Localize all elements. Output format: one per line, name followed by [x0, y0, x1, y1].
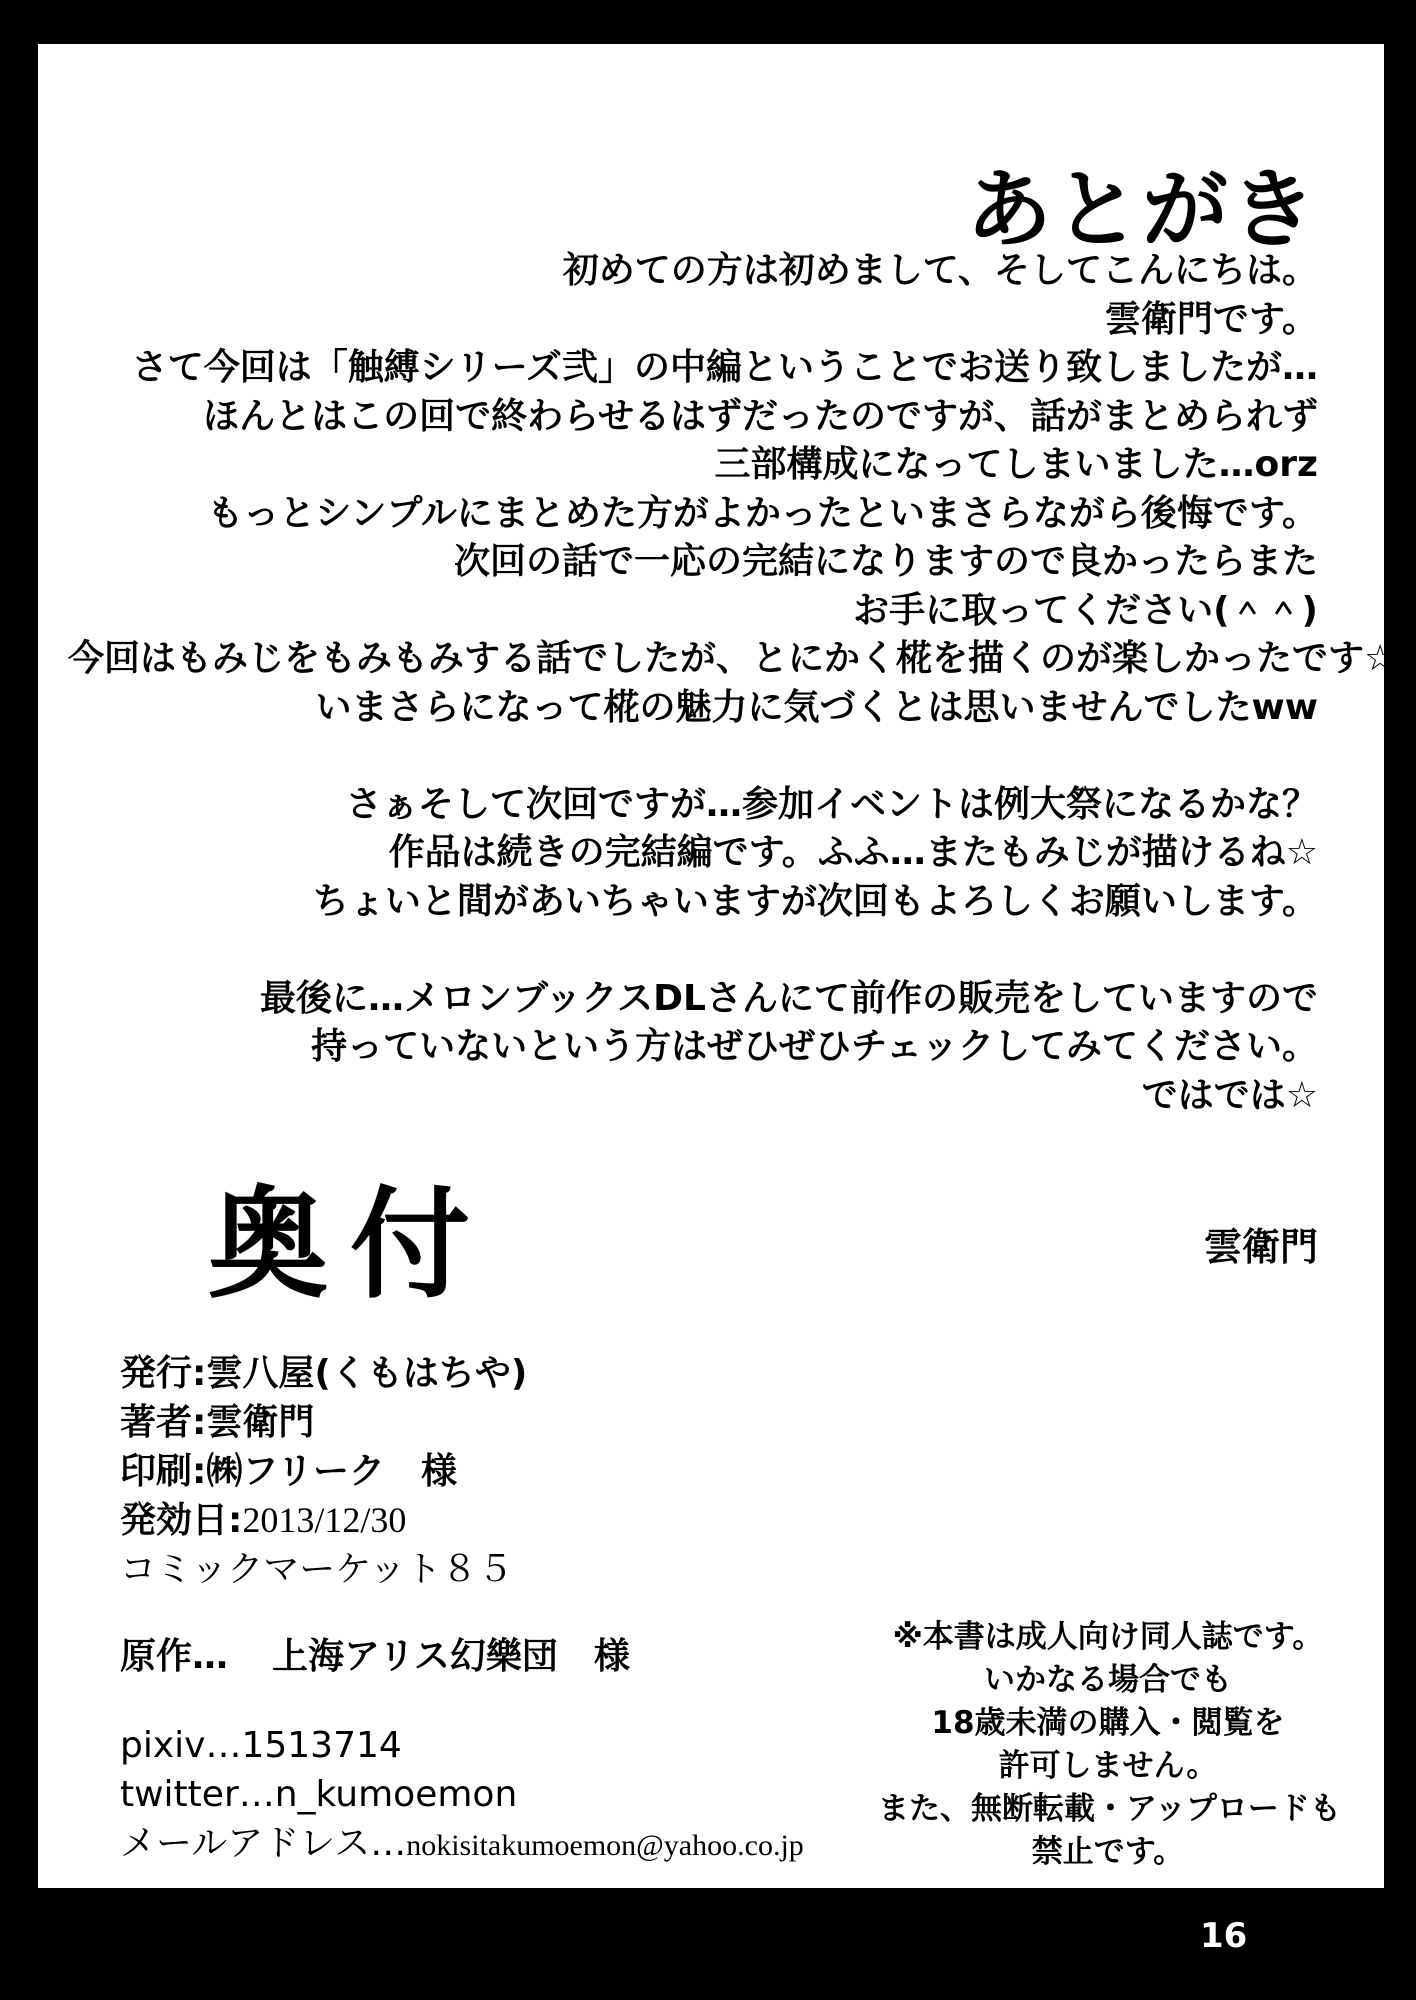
page-number: 16: [1200, 1916, 1248, 1956]
afterword-body: [68, 247, 1397, 1120]
afterword-title: あとがき: [966, 160, 1318, 260]
afterword-line: 雲衛門です。: [1104, 298, 1318, 340]
printer-row: [120, 1447, 804, 1496]
afterword-signature: 雲衛門: [1203, 1225, 1318, 1269]
date-label: 発効日:: [120, 1500, 243, 1541]
afterword-line: 作品は続きの完結編です。ふふ…またもみじが描けるね☆: [388, 832, 1318, 873]
afterword-spacer: [68, 926, 1318, 975]
afterword-line: さぁそして次回ですが…参加イベントは例大祭になるかな？: [345, 783, 1318, 825]
printer-label: 印刷:: [120, 1451, 207, 1492]
notice-line: いかなる場合でも: [984, 1662, 1232, 1698]
afterword-line: 初めての方は初めまして、そしてこんにちは。: [562, 250, 1318, 291]
event-row: コミックマーケット８５: [120, 1549, 514, 1590]
afterword-line: もっとシンプルにまとめた方がよかったといまさらながら後悔です。: [207, 492, 1318, 534]
mail-label: メールアドレス…: [120, 1823, 407, 1864]
notice-line: 18歳未満の購入・閲覧を: [931, 1705, 1285, 1741]
author-value: 雲衛門: [206, 1402, 315, 1443]
notice-line: 許可しません。: [998, 1748, 1218, 1784]
afterword-line: 最後に…メロンブックスDLさんにて前作の販売をしていますので: [260, 977, 1318, 1019]
original-label: 原作…: [120, 1636, 229, 1677]
author-row: [120, 1398, 804, 1447]
twitter-row: twitter…n_kumoemon: [120, 1774, 518, 1815]
page-sheet: [34, 40, 1397, 1892]
printer-value: ㈱フリーク 様: [206, 1451, 457, 1492]
afterword-line: ではでは☆: [1141, 1074, 1318, 1116]
notice-line: ※本書は成人向け同人誌です。: [892, 1619, 1324, 1655]
afterword-line: ちょいと間があいちゃいますが次回もよろしくお願いします。: [312, 880, 1318, 922]
afterword-line: 持っていないという方はぜひぜひチェックしてみてください。: [311, 1026, 1318, 1067]
afterword-line: ほんとはこの回で終わらせるはずだったのですが、話がまとめられず: [203, 395, 1318, 437]
afterword-line: お手に取ってください(＾＾): [853, 589, 1318, 631]
bottom-smudge: [545, 1912, 985, 1986]
colophon-title: 奥付: [208, 1176, 492, 1315]
publisher-value: 雲八屋(くもはちや): [206, 1353, 528, 1394]
notice-line: 禁止です。: [1031, 1834, 1185, 1870]
publisher-row: [120, 1349, 804, 1398]
colophon-block: [120, 1349, 804, 1868]
afterword-line: 今回はもみじをもみもみする話でしたが、とにかく椛を描くのが楽しかったです☆: [68, 638, 1397, 679]
date-row: [120, 1496, 804, 1545]
afterword-line: いまさらになって椛の魅力に気づくとは思いませんでしたww: [315, 686, 1318, 728]
spacer: [120, 1594, 804, 1632]
mail-value: nokisitakumoemon@yahoo.co.jp: [406, 1829, 804, 1862]
pixiv-row: pixiv…1513714: [120, 1725, 402, 1766]
notice-line: また、無断転載・アップロードも: [878, 1791, 1341, 1827]
publisher-label: 発行:: [120, 1353, 207, 1394]
bottom-smudge: [30, 1925, 240, 1971]
afterword-line: 三部構成になってしまいました…orz: [714, 444, 1318, 485]
spacer: [120, 1681, 804, 1721]
author-label: 著者:: [120, 1402, 207, 1443]
date-value: 2013/12/30: [242, 1500, 407, 1540]
age-notice: [878, 1616, 1341, 1874]
original-value: 上海アリス幻樂団 様: [272, 1636, 630, 1677]
afterword-line: さて今回は「触縛シリーズ弐」の中編ということでお送り致しましたが…: [131, 347, 1318, 388]
original-row: [120, 1632, 804, 1681]
bottom-smudge: [1300, 1910, 1410, 1980]
afterword-line: 次回の話で一応の完結になりますので良かったらまた: [453, 541, 1318, 582]
mail-row: [120, 1819, 804, 1868]
afterword-spacer: [68, 732, 1318, 781]
